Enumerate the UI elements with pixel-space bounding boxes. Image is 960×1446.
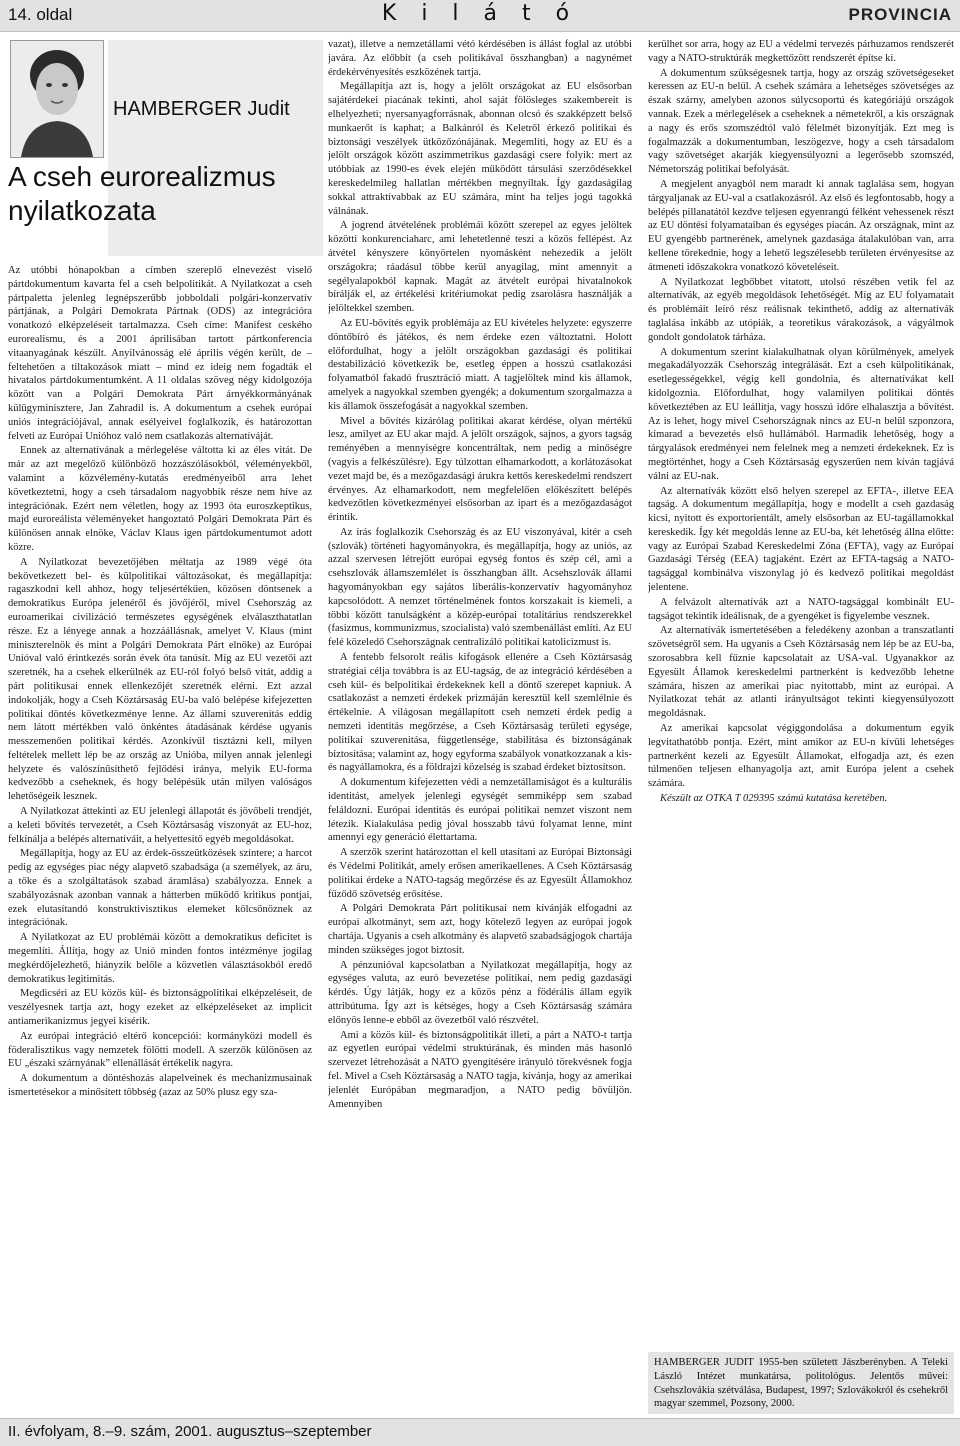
paragraph: A felvázolt alternatívák azt a NATO-tagsággal kombinált EU-tagságot tekintik ideálisnak, de a gyengéket is figyelembe vesznek.: [648, 596, 954, 622]
magazine-title: K i l á t ó: [381, 1, 579, 26]
author-name: HAMBERGER Judit: [113, 98, 290, 120]
article-title: [8, 160, 308, 228]
paragraph: A fentebb felsorolt reális kifogások ellenére a Cseh Köztársaság stratégiai célja továbbra is az EU-tagság, de az integráció kérdésében a cseh kül- és belpolitikai érdekeknek kell a döntő szerepet kapniuk. A csatlakozást a nemzeti érdekek prizmáján keresztül kell szemlélnie és értékelnie. A világosan megállapított cseh nemzeti érdek pedig a nemzeti identitás megőrzése, a Cseh Köztársaság területi egysége, politikai szuverenitása, függetlensége, stabilitása és biztonságának biztosítása; valamint az, hogy egyforma szabályok vonatkozzanak a kis- és nagyállamokra, és a földrajzi közelség is szabad érdeket biztosítson.: [328, 652, 632, 774]
article-title-line-1: A cseh eurorealizmus: [8, 161, 276, 192]
paragraph: A dokumentum szükségesnek tartja, hogy az ország szövetségeseket keressen az EU-n belül. A csehek számára a lehetséges szövetséges az észak szárny, amelyben azonos súlycsoportú és kategóriájú országok vannak. Ezek a mérlegelések a cseheknek a németekről, a kis országnak a nagy és erős szomszédtól való félelmét bizonyítják. Ezt meg is fogalmazzák a dokumentumban, leszögezve, hogy a cseh társadalom vagy szövetséget akarják kiegyensúlyozni a legerősebb szomszéd, Németország politikai befolyását.: [648, 67, 954, 176]
paragraph: A dokumentum szerint kialakulhatnak olyan körülmények, amelyek megakadályozzák Csehország integrálását. Ezt a cseh külpolitikának, esetlegességekkel, végig kell gondolnia, és alternatívákat kell kidolgoznia. Előfordulhat, hogy valamilyen politikai döntés következtében az EU leállítja, vagy hosszú időre elhalasztja a bővítést. Az is lehet, hogy mivel Csehországnak nincs az EU-n belül szponzora, kimarad a bevezetés első hullámából. Harmadik lehetőség, hogy a tárgyalások eredményei nem felelnek meg a nemzeti érdekeknek. Ez is megtörténhet, hogy a Cseh Köztársaság egyszerűen nem kíván tagjává válni az EU-nak.: [648, 346, 954, 482]
paragraph: A Nyilatkozat áttekinti az EU jelenlegi állapotát és jövőbeli trendjét, a keleti bővítés tervezetét, a Cseh Köztársaság viszonyát az EU-hoz, felkínálja a belépés alternatíváit, a helyettesítő egyéb megoldásokat.: [8, 806, 312, 845]
paragraph: A dokumentum a döntéshozás alapelveinek és mechanizmusainak ismertetésekor a minősített többség (azaz az 50% plusz egy sza-: [8, 1073, 312, 1099]
paragraph: Az alternatívák ismertetésében a feledékeny azonban a transzatlanti szövetségről sem. Ha ugyanis a Cseh Köztársaság nem lép be az EU-ba, szorosabbra kell fűznie kapcsolatait az USA-val. Ugyanakkor az Egyesült Államok kereskedelmi partnerként is kedvezőbb lehetne számára, hiszen az amerikai piac nyitottabb, mint az európai. A Nyilatkozat tehát az atlanti irányultságot tekinti kiegyensúlyozott megoldásnak.: [648, 625, 954, 720]
paragraph: Az írás foglalkozik Csehország és az EU viszonyával, kitér a cseh (szlovák) történeti hagyományokra, és megállapítja, hogy az uniós, az azzal szervesen létrejött európai egység fontos és szép cél, ami a csehszlovák államszemlélet is összhangban állt. Acsehszlovák állami hagyományokban egy sajátos liberális-konzervatív hagyományhoz kapcsolódott. A nemzet történelmének fontos korszakait is kiemeli, a többi között tanulságként a közép-európai totalitárius rendszerekkel (fasizmus, kommunizmus, szocialista) való szembenállást említi. Az EU felé közeledő Csehországnak centralizáló politikai katolicizmust is.: [328, 526, 632, 649]
brand-logo: PROVINCIA: [848, 5, 952, 24]
paragraph: Az EU-bővítés egyik problémája az EU kivételes helyzete: egyszerre döntőbíró és játékos, és nem érdeke ezen változtatni. Holott előfordulhat, hogy a jelölt országokban gazdasági és politikai destabilizáció következik be, esetleg éppen a hosszú csatlakozási folyamatból fakadó frusztráció miatt. A tagjelöltek mind kis államok, amelyek a nagyokkal szemben gyengék; a dokumentum szorgalmazza a kis államok összefogását a nagyokkal szemben.: [328, 317, 632, 412]
article-column-2: [328, 38, 632, 1414]
paragraph: Megállapítja azt is, hogy a jelölt országokat az EU elsősorban sajátérdekei piacának tekinti, ahol saját fölösleges szakembereit is elhelyezheti; nyersanyagforrásnak, abonnan olcsó és szakképzett belső munkaerőt is kaphat; a Balkánról és Keletről érkező politikai és biztonsági veszélyek ütközőzónájának. Megemlíti, hogy az EU és a jelölt országok között aszimmetrikus gazdasági csere folyik: mert az utóbbiak az 1990-es évek elején működött társulási szerződésekkel kereskedelmileg hallatlan mértékben megnyíltak. Így gazdaságilag sokkal attraktívabbak az EU számára, mint ha teljes jogú tagokká válnának.: [328, 81, 632, 217]
article-title-line-2: nyilatkozata: [8, 195, 156, 226]
paragraph: A szerzők szerint határozottan el kell utasítani az Európai Biztonsági és Védelmi Politikát, amely erősen amerikaellenes. A Cseh Köztársaság politikai érdeke a NATO-tagság megőrzése és az Egyesült Államokhoz fűződő szövetség erősítése.: [328, 847, 632, 900]
issue-label: II. évfolyam, 8.–9. szám, 2001. augusztus–szeptember: [8, 1423, 372, 1440]
paragraph: Az amerikai kapcsolat végiggondolása a dokumentum egyik legvitathatóbb pontja. Ezért, mint amikor az EU-n kívüli lehetséges partnerként kezeli az Egyesült Államokat, elfogadja azt, és ezen túlmenően teljesen elhanyagolja azt, amit Európa jelent a csehek számára.: [648, 723, 954, 790]
paragraph: Az alternatívák között első helyen szerepel az EFTA-, illetve EEA tagság. A dokumentum megállapítja, hogy e modellt a cseh gazdaság kicsi, nyitott és exportorientált, amely elsősorban az EU-tagállamokkal kereskedik. Így két megoldás lenne az EU-ba, két lehetőség állna előtte: vagy az Európai Szabad Kereskedelmi Zóna (EFTA), vagy az Európai Gazdasági Térség (EEA) tagjaként. Ezért az EFTA-tagság a NATO-tagsággal kombinálva viszonylag jó és kedvező politikai megoldást jelentene.: [648, 485, 954, 594]
paragraph: kerülhet sor arra, hogy az EU a védelmi tervezés párhuzamos rendszerét vagy a NATO-struktúrák megkettőzött rendszerét építse ki.: [648, 39, 954, 64]
paragraph: Az utóbbi hónapokban a címben szereplő elnevezést viselő pártdokumentum kavarta fel a cseh belpolitikát. A Nyilatkozat a cseh pártpaletta jelenleg legnépszerűbb jobboldali polgári-konzervatív pártjának, a Polgári Demokrata Pártnak (ODS) az integrációra vonatkozó elképzeléseit tartalmazza. Cseh címe: Manifest ceského eurorealismu, és a 2001 áprilisában tartott pártkonferencia vitaanyagának készült. Anyilvánosság elé április végén került, de – feltehetően a tiltakozások miatt – mind ez ideig nem fogadták el hivatalos pártdokumentumként. A 11 oldalas szöveg négy kidolgozója között van a Polgári Demokrata Párt árnyékkormányának külügyminisztere, Jan Zahradil is. A dokumentum a csehek európai uniós integrációjával, annak esélyeivel foglalkozik, és határozottan felveti az Európai Unióhoz való nem csatlakozás alternatíváját.: [8, 265, 312, 442]
paragraph: A Polgári Demokrata Párt politikusai nem kívánják elfogadni az európai alkotmányt, sem azt, hogy kötelező legyen az európai jogok chartája. Ugyanis a cseh alkotmány és alapvető szabadságjogok chartája minden szükséges jogot biztosít.: [328, 903, 632, 956]
paragraph: A Nyilatkozat bevezetőjében méltatja az 1989 végé óta bekövetkezett bel- és külpolitikai változásokat, és megállapítja: ragaszkodni kell ahhoz, hogy teljesértékűen, közösen döntsenek a demokratikus Európa jelenéről és jövőjéről, mivel Csehország az euroamerikai civilizáció természetes egységének elválaszthatatlan része. Ez a lényege annak a hozzáállásnak, amelyet V. Klaus (mint miniszterelnök és mint a Polgári Demokrata Párt elnöke) az Európai Unióval való érintkezés során évek óta tanúsít. Míg az EU vezetői azt szeretnék, ha a csehek elkerülnék az EU-ról folyó belső vitát, addig a párt politikusai ennek ellenkezőjét szeretnék elérni. Ezt azzal indokolják, hogy a Cseh Köztársaság EU-ba való belépése kifejezetten politikai döntés következménye lenne. Az állami szuverenitás eddig nem látott mértékben való önkéntes átadásának kérdése ugyanis messzemenően politikai kérdés. Azonkívül tisztázni kell, milyen feltételek mellett lép be az ország az Unióba, milyen annak jelenlegi helyzete és valószínűsíthető fejlődési iránya, melyik EU-forma kedvezőbb a cseheknek, és hogy belépésük után milyen valóságos lehetőségeik lesznek.: [8, 556, 312, 803]
paragraph: A Nyilatkozat legbőbbet vitatott, utolsó részében vetik fel az alternatívák, az egyéb megoldások lehetőségét. Míg az EU folyamatait és problémáit leíró rész reálisnak tekinthető, addig az alternatívák taglalása inkább az utópiák, a teoretikus várakozások, a vágyálmok gondolt gondolatok tárháza.: [648, 276, 954, 343]
paragraph: A Nyilatkozat az EU problémái között a demokratikus deficitet is megemlíti. Állítja, hogy az Unió minden fontos intézménye jogilag megkérdőjelezhető, hiányzik belőle a közvetlen választásokból eredő demokratikus legitimitás.: [8, 932, 312, 985]
page-header-bar: [0, 0, 960, 32]
acknowledgement-note: Készült az OTKA T 029395 számú kutatása keretében.: [660, 793, 888, 805]
paragraph: Ennek az alternatívának a mérlegelése váltotta ki az éles vitát. De már az azt megelőző különböző hozzászólásokból, véleményekből, valamint a közvélemény-kutatás eredményeiből arra lehet következtetni, hogy a cseh társadalom nagyobbik része nem híve az integrációnak. Ezért nem véletlen, hogy az 1993 óta euroszkeptikus, majd euroreálista véleményeket hangoztató Polgári Demokrata Párt és különösen annak elnöke, Václav Klaus igen pártdokumentumot adott közre.: [8, 445, 312, 553]
paragraph: Megdicséri az EU közös kül- és biztonságpolitikai elképzeléseit, de veszélyesnek tartja azt, hogy ezeket az elképzeléseket az implicit antiamerikanizmus jegyei kísérik.: [8, 988, 312, 1028]
paragraph: A dokumentum kifejezetten védi a nemzetállamiságot és a kulturális identitást, amelyek jelenlegi egységét semmiképp sem szabad feláldozni. Európai identitás és európai politikai nemzet viszont nem létezik. Kialakulása pedig jóval hosszabb távú folyamat lenne, mint amennyi egy generáció élettartama.: [328, 777, 632, 844]
portrait-image: [11, 41, 103, 157]
article-column-1: [8, 264, 312, 1414]
paragraph: Mivel a bővítés kizárólag politikai akarat kérdése, olyan mértékű lesz, amilyet az EU akar majd. A jelölt országok, sajnos, a gyors tagság reményében a mennyiségre koncentráltak, nem pedig a minőségre (vagyis a felkészülésre). Egy túlzottan elhamarkodott, a korlátozásokat vezet majd be, és a mezőgazdasági árukra kettős kereskedelmi rendszert érvényes. Az elhamarkodott, nem megfelelően előkészített belépés kedvezőtlen következményei elsősorban az ipart és a mezőgazdaságot érintik.: [328, 415, 632, 524]
article-column-3: [648, 38, 954, 1348]
author-bio-box: HAMBERGER JUDIT 1955-ben született Jászberényben. A Teleki László Intézet munkatársa, politológus. Jelentős művei: Csehszlovákia szétválása, Budapest, 1997; Szlovákokról és csehekről magyar szemmel, Pozsony, 2000.: [648, 1352, 954, 1414]
paragraph: Az európai integráció eltérő koncepciói: kormányközi modell és föderalisztikus vagy nemzetek fölötti modell. A szerzők különösen az EU „északi szárnyának” ellenállását értékelik nagyra.: [8, 1030, 312, 1070]
paragraph: A pénzunióval kapcsolatban a Nyilatkozat megállapítja, hogy az egységes valuta, az euró bevezetése politikai, nem pedig gazdasági kérdés. Úgy látják, hogy ez a közös pénz a födérális állam egyik attribútuma. Így azt is kétséges, hogy a Cseh Köztársaság számára előnyös lenne-e ebből az övezetből való részvétel.: [328, 959, 632, 1026]
paragraph: A megjelent anyagból nem maradt ki annak taglalása sem, hogyan tárgyaljanak az EU-val a csatlakozásról. Az első és legfontosabb, hogy a belépés pillanatától kezdve teljesen egyenrangú félként vehessenek részt az EU döntési folyamataiban és egységes piacán. Az országnak, mint az EU gyengébb partnerének, amelynek gazdasága átalakulóban van, arra kellene törekednie, hogy a lehető legszélesebb területen érvényesítse az átmeneti időszakokra vonatkozó követeléseit.: [648, 178, 954, 273]
paragraph: Megállapítja, hogy az EU az érdek-összeütközések színtere; a harcot pedig az egységes piac négy alapvető szabadsága (a személyek, az áru, a tőke és a szolgáltatások szabad áramlása) szabályozza. Ennek a szabályozásnak azonban vannak a hátterben működő kritikus pontjai, ezek elutasítandó konstruktivisztikus elemeket kölcsönöznek az integrációnak.: [8, 848, 312, 929]
paragraph: A jogrend átvételének problémái között szerepel az egyes jelöltek közötti konkurenciaharc, ami lehetetlenné teszi a közös fellépést. Az átvétel kényszere könyörtelen nyomásként nehezedik a jelölt országokra; ráadásul többe kerül anyagilag, mint amennyit a segélyalapokból kapnak. Magát az átvételt európai hivatalnokok bírálják el, az értékelési kritériumokat pedig zsarolásra használják a jelöltekkel szemben.: [328, 220, 632, 315]
paragraph: Ami a közös kül- és biztonságpolitikát illeti, a párt a NATO-t tartja az egyetlen európai védelmi struktúrának, és minden más hasonló szervezet létrehozását a NATO gyengítésére irányuló törekvésnek fogja fel. Mivel a Cseh Köztársaság a NATO tagja, kívánja, hogy az amerikai jelenlét Európában megmaradjon, a NATO pedig bővüljön. Amennyiben: [328, 1029, 632, 1110]
page-number-label: 14. oldal: [8, 5, 73, 24]
paragraph: vazat), illetve a nemzetállami vétó kérdésében is állást foglal az utóbbi javára. Az előbbit (a cseh politikával összhangban) a nagynémet érdekérvényesítés eszközének tartja.: [328, 39, 632, 78]
page-footer-bar: [0, 1418, 960, 1446]
author-portrait: [10, 40, 104, 158]
